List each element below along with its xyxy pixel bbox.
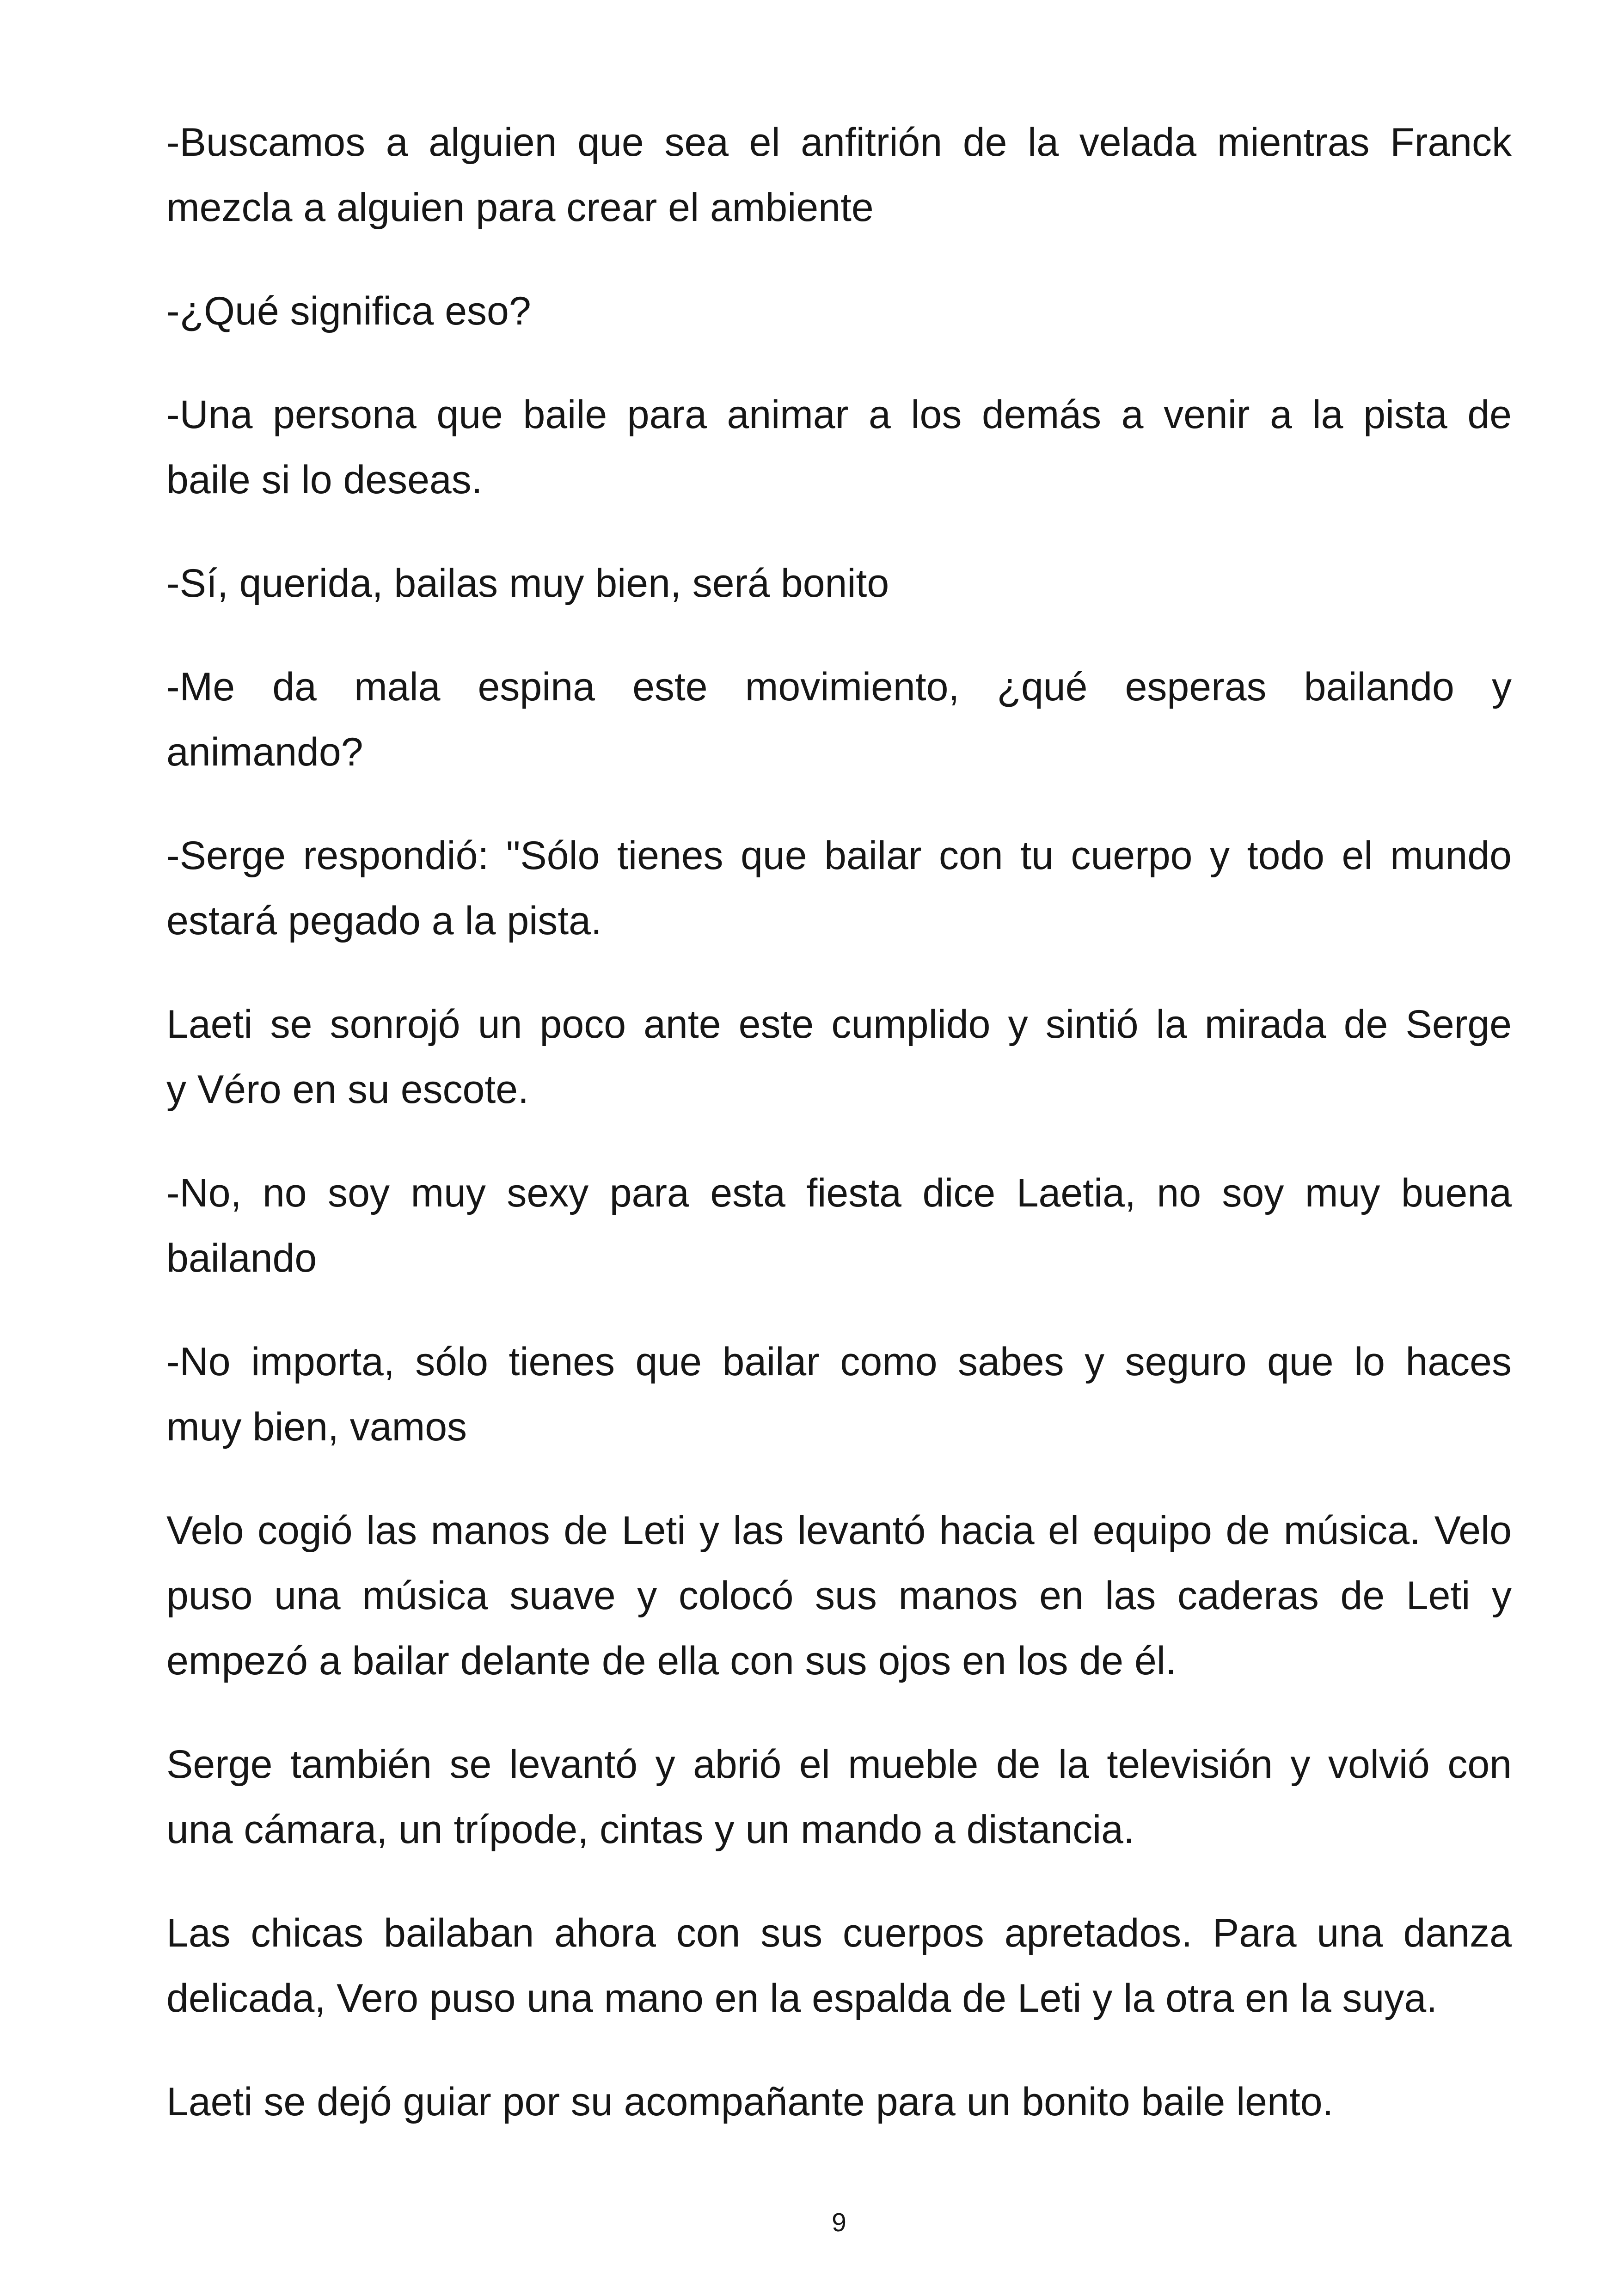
text-line: empezó a bailar delante de ella con sus ojos en los de él. (166, 1639, 1177, 1683)
text-line: Velo cogió las manos de Leti y las levantó hacia el equipo de música. Velo (166, 1508, 1512, 1553)
text-line: -No importa, sólo tienes que bailar como sabes y seguro que lo haces (166, 1340, 1512, 1384)
text-line: -¿Qué significa eso? (166, 289, 531, 333)
paragraph (166, 823, 1512, 954)
paragraph (166, 1732, 1512, 1862)
text-line: -No, no soy muy sexy para esta fiesta dice Laetia, no soy muy buena (166, 1171, 1512, 1215)
text-line: delicada, Vero puso una mano en la espalda de Leti y la otra en la suya. (166, 1976, 1438, 2020)
paragraph (166, 992, 1512, 1122)
text-line: bailando (166, 1236, 317, 1280)
text-line: puso una música suave y colocó sus manos en las caderas de Leti y (166, 1574, 1512, 1618)
text-block (166, 110, 1512, 2135)
paragraph (166, 2069, 1512, 2135)
text-line: animando? (166, 730, 363, 774)
paragraph (166, 110, 1512, 240)
paragraph (166, 1901, 1512, 2031)
page-number: 9 (832, 2208, 846, 2237)
text-line: muy bien, vamos (166, 1405, 467, 1449)
text-line: estará pegado a la pista. (166, 899, 602, 943)
text-line: Laeti se dejó guiar por su acompañante para un bonito baile lento. (166, 2080, 1334, 2124)
text-line: -Me da mala espina este movimiento, ¿qué esperas bailando y (166, 665, 1512, 709)
paragraph (166, 1329, 1512, 1460)
paragraph (166, 1498, 1512, 1694)
paragraph (166, 279, 1512, 344)
paragraph (166, 551, 1512, 616)
text-line: -Sí, querida, bailas muy bien, será bonito (166, 561, 889, 606)
text-line: -Buscamos a alguien que sea el anfitrión de la velada mientras Franck (166, 120, 1512, 165)
text-line: una cámara, un trípode, cintas y un mando a distancia. (166, 1807, 1134, 1852)
paragraph (166, 655, 1512, 785)
text-line: baile si lo deseas. (166, 458, 483, 502)
text-line: mezcla a alguien para crear el ambiente (166, 185, 874, 230)
text-line: Las chicas bailaban ahora con sus cuerpos apretados. Para una danza (166, 1911, 1512, 1955)
text-line: Serge también se levantó y abrió el mueble de la televisión y volvió con (166, 1742, 1512, 1787)
text-line: y Véro en su escote. (166, 1067, 529, 1112)
text-line: -Serge respondió: "Sólo tienes que bailar con tu cuerpo y todo el mundo (166, 833, 1512, 878)
text-line: Laeti se sonrojó un poco ante este cumplido y sintió la mirada de Serge (166, 1002, 1512, 1047)
text-line: -Una persona que baile para animar a los demás a venir a la pista de (166, 392, 1512, 437)
paragraph (166, 1161, 1512, 1291)
paragraph (166, 382, 1512, 513)
